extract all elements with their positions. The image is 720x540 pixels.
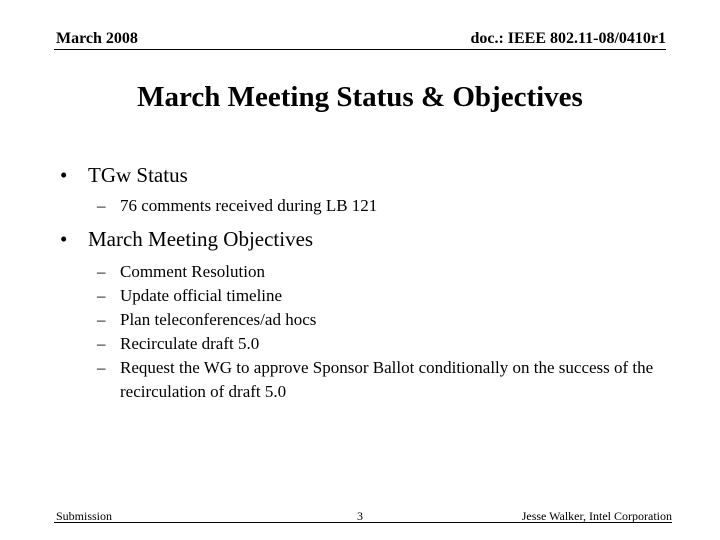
sub-bullet-text: Recirculate draft 5.0: [120, 334, 260, 353]
sub-bullet: [60, 308, 680, 332]
sub-bullet: [60, 284, 680, 308]
dash-glyph: –: [97, 310, 106, 329]
slide-body: [60, 160, 680, 404]
sub-bullet-text: Request the WG to approve Sponsor Ballot conditionally on the success of the recirculation of draft 5.0: [120, 358, 654, 401]
footer-page-number: 3: [357, 509, 363, 523]
header-doc-id: doc.: IEEE 802.11-08/0410r1: [470, 30, 666, 47]
header-rule: [54, 49, 666, 50]
dash-glyph: –: [97, 196, 106, 215]
footer-submission: Submission: [56, 509, 113, 523]
bullet-heading: TGw Status: [88, 163, 188, 187]
dash-glyph: –: [97, 286, 106, 305]
header-date: March 2008: [56, 30, 138, 47]
bullet-tgw-status: [60, 160, 680, 190]
footer-rule: [54, 522, 672, 523]
sub-bullet: [60, 260, 680, 284]
bullet-meeting-objectives: [60, 224, 680, 254]
sub-bullet-text: 76 comments received during LB 121: [120, 196, 378, 215]
sub-bullet: [60, 356, 680, 404]
bullet-glyph: •: [60, 163, 68, 187]
bullet-heading: March Meeting Objectives: [88, 227, 314, 251]
slide-title: March Meeting Status & Objectives: [137, 81, 583, 113]
sub-bullet: [60, 194, 680, 218]
bullet-glyph: •: [60, 227, 68, 251]
sub-bullet-text: Update official timeline: [120, 286, 283, 305]
sub-bullet: [60, 332, 680, 356]
sub-bullet-text: Comment Resolution: [120, 262, 265, 281]
footer-author: Jesse Walker, Intel Corporation: [521, 509, 672, 523]
sub-bullet-text: Plan teleconferences/ad hocs: [120, 310, 317, 329]
dash-glyph: –: [97, 334, 106, 353]
dash-glyph: –: [97, 262, 106, 281]
dash-glyph: –: [97, 358, 106, 377]
